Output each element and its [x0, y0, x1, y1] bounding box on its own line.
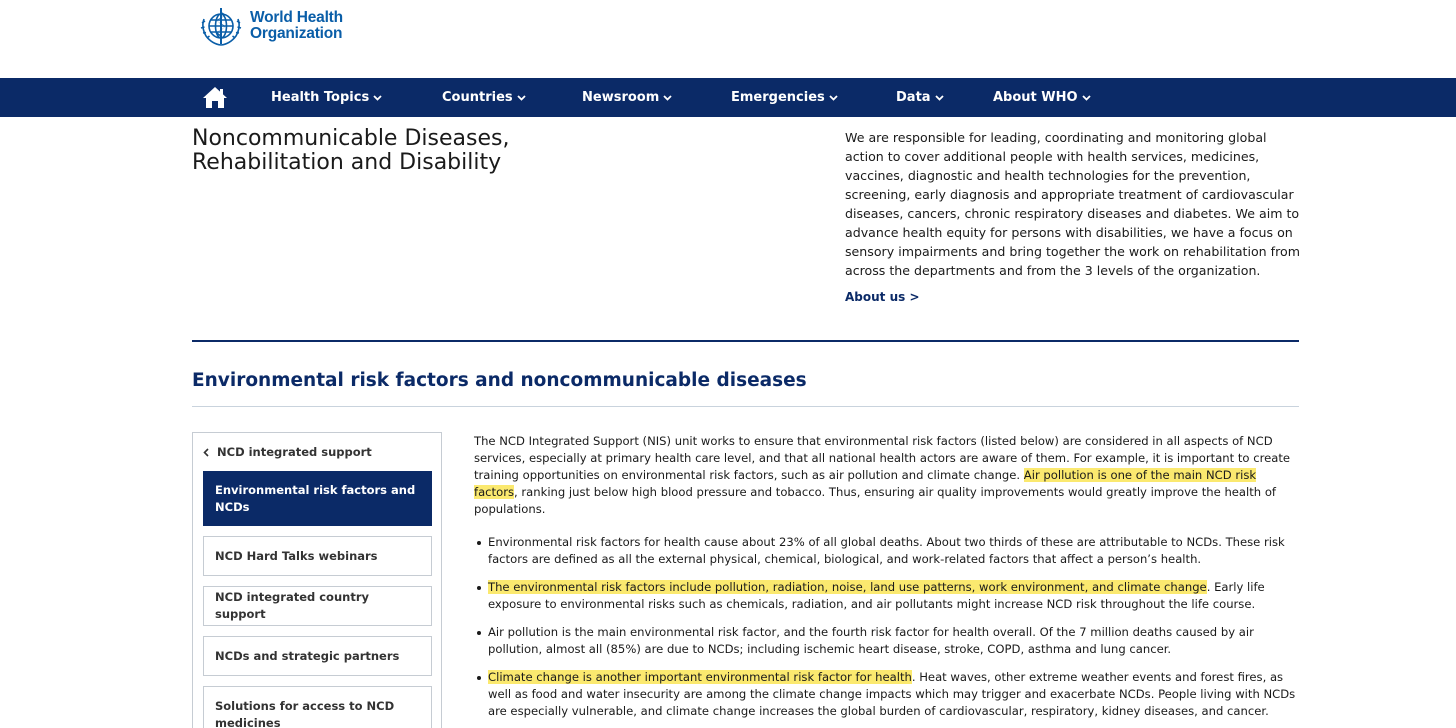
sidebar-back-link[interactable] — [203, 445, 372, 459]
nav-newsroom[interactable] — [582, 78, 672, 117]
nav-label: Newsroom — [582, 90, 660, 105]
sidebar-item-label: NCDs and strategic partners — [215, 648, 400, 663]
chevron-down-icon — [1082, 95, 1091, 101]
sidebar-item-access-to-ncd-medicines[interactable] — [203, 686, 432, 728]
sidebar-item-label: Environmental risk factors and NCDs — [215, 482, 416, 514]
list-item — [474, 624, 1302, 658]
about-us-link[interactable]: About us > — [845, 290, 920, 304]
bullet-highlight: Climate change is another important environmental risk factor for health — [488, 670, 912, 684]
logo-line-2: Organization — [250, 25, 343, 42]
para-highlight: Air pollution is one of the main NCD risk factors — [474, 468, 1257, 499]
chevron-left-icon — [203, 448, 209, 457]
nav-emergencies[interactable] — [731, 78, 838, 117]
who-emblem-icon — [198, 5, 244, 47]
nav-label: Data — [896, 90, 931, 105]
unit-description: We are responsible for leading, coordinating and monitoring global action to cover additional people with health services, medicines, vaccines, diagnostic and health technologies for the prevention, screening, early diagnosis and appropriate treatment of cardiovascular diseases, cancers, chronic respiratory diseases and diabetes. We aim to advance health equity for persons with disabilities, we have a focus on sensory impairments and bring together the work on rehabilitation from across the departments and from the 3 levels of the organization. — [845, 130, 1300, 278]
title-divider — [192, 406, 1299, 407]
sidebar-item-label: Solutions for access to NCD medicines — [215, 699, 395, 728]
chevron-down-icon — [663, 95, 672, 101]
nav-label: Health Topics — [271, 90, 370, 105]
intro-paragraph — [474, 433, 1302, 518]
nav-data[interactable] — [896, 78, 944, 117]
sidebar-item-label: NCD integrated country support — [215, 590, 369, 621]
unit-title: Noncommunicable Diseases, Rehabilitation and Disability — [192, 126, 510, 175]
sidebar-nav — [192, 432, 442, 728]
home-icon[interactable] — [202, 86, 228, 109]
sidebar-item-ncds-strategic-partners[interactable] — [203, 636, 432, 676]
logo-line-1: World Health — [250, 9, 343, 26]
bullet-highlight: The environmental risk factors include pollution, radiation, noise, land use patterns, work environment, and climate change — [488, 580, 1207, 594]
nav-health-topics[interactable] — [271, 78, 382, 117]
bullet-text: . Heat waves, other extreme weather events and forest fires, as well as food and water insecurity are among the climate change impacts which may trigger and exacerbate NCDs. People living with NCDs are especially vulnerable, and climate change increases the global burden of cardiovascular, respiratory, kidney diseases, and cancer. — [488, 670, 1296, 718]
nav-label: Countries — [442, 90, 513, 105]
chevron-down-icon — [829, 95, 838, 101]
para-text-1: The NCD Integrated Support (NIS) unit works to ensure that environmental risk factors (listed below) are considered in all aspects of NCD services, especially at primary health care level, and that all national health actors are aware of them. For example, it is important to create training opportunities on environmental risk factors, such as air pollution and climate change. — [474, 434, 1291, 482]
sidebar-item-ncd-hard-talks[interactable] — [203, 536, 432, 576]
chevron-down-icon — [373, 95, 382, 101]
nav-label: Emergencies — [731, 90, 825, 105]
sidebar-item-ncd-country-support[interactable] — [203, 586, 432, 626]
section-divider — [192, 340, 1299, 342]
nav-label: About WHO — [993, 90, 1078, 105]
sidebar-item-label: NCD Hard Talks webinars — [215, 548, 378, 563]
list-item — [474, 579, 1302, 613]
nav-about-who[interactable] — [993, 78, 1091, 117]
para-text-2: , ranking just below high blood pressure and tobacco. Thus, ensuring air quality improvements would greatly improve the health of populations. — [474, 485, 1277, 516]
bullet-text: Environmental risk factors for health cause about 23% of all global deaths. About two thirds of these are attributable to NCDs. These risk factors are defined as all the external physical, chemical, biological, and work-related factors that affect a person’s health. — [488, 535, 1285, 566]
who-logo[interactable] — [198, 5, 343, 47]
list-item — [474, 534, 1302, 568]
sidebar-item-environmental-risk-factors[interactable] — [203, 471, 432, 526]
section-title: Environmental risk factors and noncommunicable diseases — [192, 370, 807, 391]
risk-factor-list — [474, 534, 1302, 728]
chevron-down-icon — [517, 95, 526, 101]
bullet-text: . Early life exposure to environmental risks such as chemicals, radiation, and air pollutants might increase NCD risk throughout the life course. — [488, 580, 1265, 611]
list-item — [474, 669, 1302, 720]
bullet-text: Air pollution is the main environmental risk factor, and the fourth risk factor for health overall. Of the 7 million deaths caused by air pollution, almost all (85%) are due to NCDs; including ischemic heart disease, stroke, COPD, asthma and lung cancer. — [488, 625, 1254, 656]
logo-text — [250, 10, 343, 42]
nav-countries[interactable] — [442, 78, 526, 117]
chevron-down-icon — [935, 95, 944, 101]
main-nav — [0, 78, 1456, 117]
sidebar-back-label: NCD integrated support — [217, 445, 372, 459]
